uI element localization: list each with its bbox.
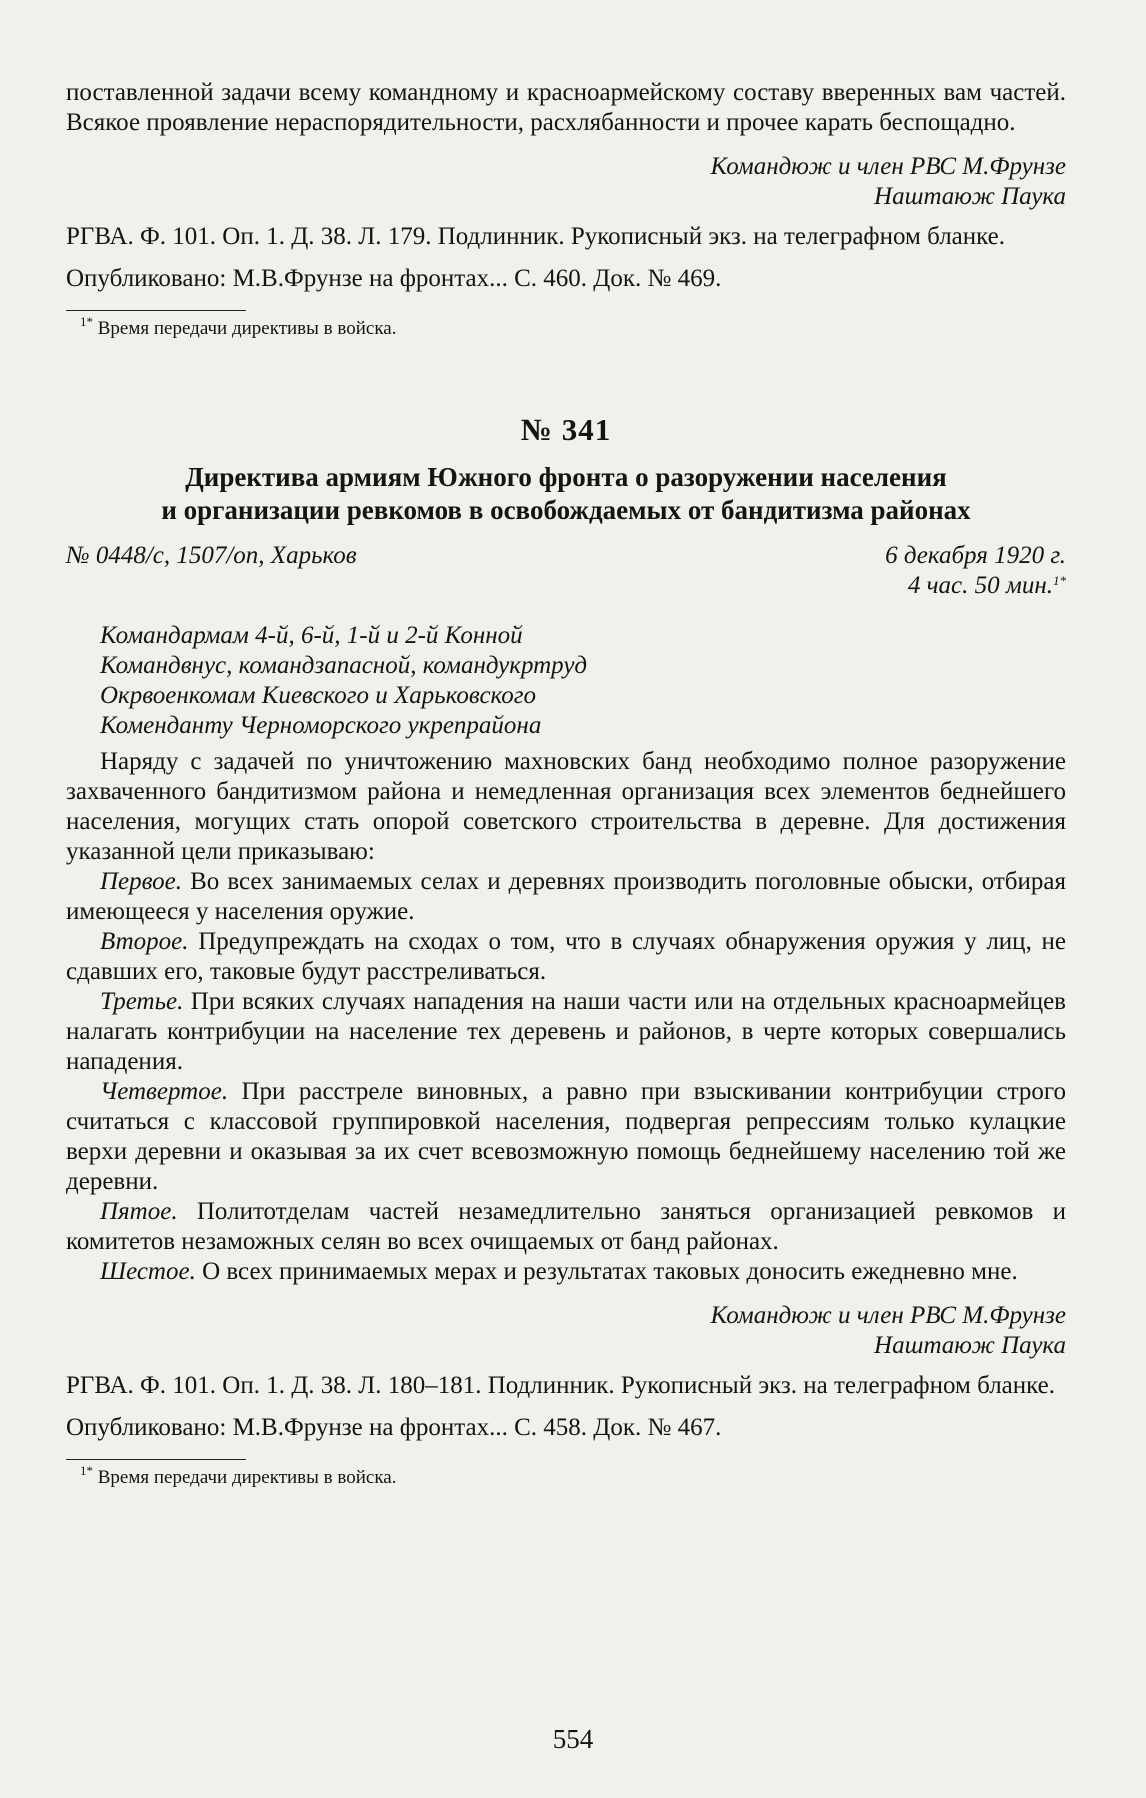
addressee: Командармам 4-й, 6-й, 1-й и 2-й Конной	[100, 622, 523, 649]
order-paragraph	[66, 1257, 1066, 1287]
order-paragraph	[66, 927, 1066, 987]
publication-reference: Опубликовано: М.В.Фрунзе на фронтах... С. 460. Док. № 469.	[66, 265, 722, 292]
footnote-text: Время передачи директивы в войска.	[97, 1467, 397, 1488]
archive-source: РГВА. Ф. 101. Оп. 1. Д. 38. Л. 180–181. Подлинник. Рукописный экз. на телеграфном бланке.	[66, 1372, 1056, 1399]
document-number: № 341	[520, 412, 612, 447]
continuation-paragraph: поставленной задачи всему командному и красноармейскому составу вверенных вам частей. Всякое проявление нераспорядительности, расхлябанности и прочее карать беспощадно.	[66, 79, 1066, 136]
document-datetime	[885, 541, 1066, 601]
order-lead: Пятое.	[100, 1198, 178, 1225]
order-text: Предупреждать на сходах о том, что в случаях обнаружения оружия у лиц, не сдавших его, таковые будут расстреливаться.	[66, 928, 1066, 985]
order-paragraph	[66, 867, 1066, 927]
footnote	[66, 1463, 1066, 1490]
order-text: При расстреле виновных, а равно при взыскивании контрибуции строго считаться с классовой группировкой населения, подвергая репрессиям только кулацкие верхи деревни и оказывая за их счет всевозможную помощь беднейшему населению той же деревни.	[66, 1078, 1066, 1195]
order-lead: Шестое.	[100, 1258, 196, 1285]
document-title-line: и организации ревкомов в освобождаемых от бандитизма районах	[161, 495, 971, 525]
time-footnote-mark: 1*	[1053, 573, 1066, 588]
top-signature-block	[66, 152, 1066, 212]
page-number: 554	[552, 1724, 594, 1754]
footnote	[66, 314, 1066, 341]
addressee-list	[100, 621, 1066, 741]
addressee: Коменданту Черноморского укрепрайона	[100, 712, 542, 739]
document-meta	[66, 541, 1066, 601]
order-text: О всех принимаемых мерах и результатах таковых доносить ежедневно мне.	[195, 1258, 1018, 1285]
order-lead: Четвертое.	[100, 1078, 229, 1105]
order-lead: Первое.	[100, 868, 183, 895]
document-time: 4 час. 50 мин.	[907, 572, 1053, 599]
addressee: Окрвоенкомам Киевского и Харьковского	[100, 682, 537, 709]
signature-line: Командюж и член РВС М.Фрунзе	[710, 1302, 1066, 1329]
order-text: Во всех занимаемых селах и деревнях производить поголовные обыски, отбирая имеющееся у населения оружие.	[66, 868, 1066, 925]
order-paragraph	[66, 987, 1066, 1077]
signature-line: Наштаюж Паука	[874, 1332, 1066, 1359]
footnote-text: Время передачи директивы в войска.	[97, 318, 397, 339]
document-time-line	[885, 571, 1066, 601]
footnote-mark: 1*	[80, 1463, 93, 1478]
order-lead: Второе.	[100, 928, 189, 955]
footnote-divider	[66, 1459, 246, 1460]
order-lead: Третье.	[100, 988, 184, 1015]
order-paragraph	[66, 1197, 1066, 1257]
addressee: Командвнус, командзапасной, командукртруд	[100, 652, 588, 679]
archive-source: РГВА. Ф. 101. Оп. 1. Д. 38. Л. 179. Подлинник. Рукописный экз. на телеграфном бланке.	[66, 223, 1006, 250]
order-paragraph	[66, 1077, 1066, 1197]
publication-reference: Опубликовано: М.В.Фрунзе на фронтах... С. 458. Док. № 467.	[66, 1414, 722, 1441]
signature-block	[66, 1301, 1066, 1361]
intro-paragraph: Наряду с задачей по уничтожению махновских банд необходимо полное разоружение захваченного бандитизмом района и немедленная организация всех элементов беднейшего населения, могущих стать опорой советского строительства в деревне. Для достижения указанной цели приказываю:	[66, 748, 1066, 865]
document-title	[66, 461, 1066, 527]
order-text: При всяких случаях нападения на наши части или на отдельных красноармейцев налагать контрибуции на население тех деревень и районов, в черте которых совершались нападения.	[66, 988, 1066, 1075]
document-date: 6 декабря 1920 г.	[885, 542, 1066, 569]
document-title-line: Директива армиям Южного фронта о разоружении населения	[185, 462, 947, 492]
page-body	[66, 78, 1066, 1490]
signature-line: Наштаюж Паука	[874, 183, 1066, 210]
footnote-mark: 1*	[80, 314, 93, 329]
document-reference: № 0448/с, 1507/оп, Харьков	[66, 542, 357, 569]
footnote-divider	[66, 310, 246, 311]
order-text: Политотделам частей незамедлительно заняться организацией ревкомов и комитетов незаможных селян во всех очищаемых от банд районах.	[66, 1198, 1066, 1255]
signature-line: Командюж и член РВС М.Фрунзе	[710, 153, 1066, 180]
